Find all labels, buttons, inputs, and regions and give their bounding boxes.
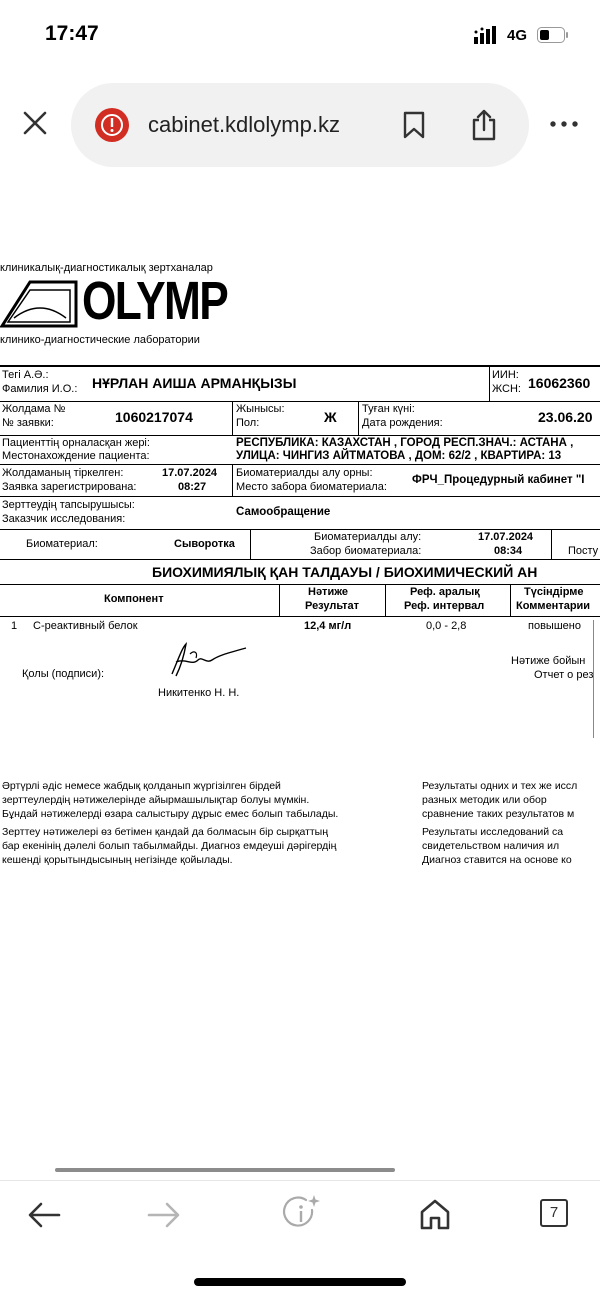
note-ru-line: свидетельством наличия ил [422, 840, 560, 852]
location-line1: РЕСПУБЛИКА: КАЗАХСТАН , ГОРОД РЕСП.ЗНАЧ.: АСТАНА , [236, 437, 574, 449]
note-ru-line: сравнение таких результатов м [422, 808, 575, 820]
row-comment: повышено [528, 620, 581, 632]
collection-label-kz: Биоматериалды алу: [314, 531, 422, 543]
home-icon[interactable] [418, 1197, 452, 1231]
name-label-ru: Фамилия И.О.: [2, 383, 78, 395]
note-kz-line: Бұндай нәтижелерді өзара салыстыру дұрыс емес болып табылады. [2, 808, 339, 820]
column-header-comment-kz: Түсіндірме [524, 586, 584, 598]
note-ru-line: Результаты одних и тех же иссл [422, 780, 578, 792]
collection-label-ru: Забор биоматериала: [310, 545, 422, 557]
status-time: 17:47 [45, 22, 99, 45]
url-text[interactable]: cabinet.kdlolymp.kz [148, 112, 340, 137]
registered-time: 08:27 [178, 481, 207, 493]
row-number: 1 [11, 620, 18, 632]
note-kz-line: зерттеулердің нәтижелерінде айырмашылықтар болуы мүмкін. [2, 794, 310, 806]
bookmark-icon[interactable] [400, 110, 428, 140]
info-sparkle-icon[interactable] [282, 1194, 322, 1234]
place-label-ru: Место забора биоматериала: [236, 481, 387, 493]
post-label: Посту [568, 545, 599, 557]
registered-label-ru: Заявка зарегистрирована: [2, 481, 137, 493]
result-report-ru: Отчет о рез [534, 669, 594, 681]
customer-value: Самообращение [236, 506, 331, 518]
more-icon[interactable] [549, 117, 579, 131]
patient-name: НҰРЛАН АИША АРМАНҚЫЗЫ [92, 375, 297, 391]
note-ru-line: Результаты исследований са [422, 826, 564, 838]
note-ru-line: Диагноз ставится на основе ко [422, 854, 572, 866]
dob-label-ru: Дата рождения: [362, 417, 443, 429]
column-header-component: Компонент [104, 593, 164, 605]
logo-bottom-text: клинико-диагностические лаборатории [0, 334, 200, 346]
signature-icon [162, 640, 248, 680]
horizontal-scrollbar[interactable] [55, 1168, 395, 1172]
dob-value: 23.06.20 [538, 409, 593, 425]
row-ref-interval: 0,0 - 2,8 [426, 620, 467, 632]
doctor-name: Никитенко Н. Н. [158, 687, 240, 699]
signal-icon [474, 26, 500, 44]
note-kz-line: бар екенінің дәлелі болып табылмайды. Диагноз емдеушi дәрiгердiң [2, 840, 337, 852]
back-icon[interactable] [26, 1200, 62, 1230]
iin-label-kz: ИИН: [492, 369, 519, 381]
home-indicator[interactable] [194, 1278, 406, 1286]
sex-label-kz: Жынысы: [236, 403, 285, 415]
dob-label-kz: Туған күні: [362, 403, 415, 415]
alert-icon[interactable] [94, 107, 130, 143]
note-ru-line: разных методик или обор [422, 794, 547, 806]
logo-mark-icon [0, 276, 80, 334]
logo-top-text: клиникалық-диагностикалық зертханалар [0, 262, 213, 274]
collection-date: 17.07.2024 [478, 531, 534, 543]
biomaterial-value: Сыворотка [174, 538, 235, 550]
column-header-comment-ru: Комментарии [516, 600, 591, 612]
order-label-ru: № заявки: [2, 417, 54, 429]
iin-value: 16062360 [528, 375, 591, 391]
order-label-kz: Жолдама № [2, 403, 66, 415]
signature-label: Қолы (подписи): [22, 668, 105, 680]
sex-label-ru: Пол: [236, 417, 260, 429]
location-line2: УЛИЦА: ЧИНГИЗ АЙТМАТОВА , ДОМ: 62/2 , КВАРТИРА: 13 [236, 450, 562, 462]
section-title: БИОХИМИЯЛЫҚ ҚАН ТАЛДАУЫ / БИОХИМИЧЕСКИЙ АН [152, 564, 538, 580]
column-header-ref-kz: Реф. аралық [410, 586, 480, 598]
row-component: С-реактивный белок [33, 620, 138, 632]
column-header-ref-ru: Реф. интервал [404, 600, 485, 612]
result-report-kz: Нәтиже бойын [511, 655, 586, 667]
forward-icon[interactable] [146, 1200, 182, 1230]
column-header-result-kz: Нәтиже [308, 586, 348, 598]
customer-label-ru: Заказчик исследования: [2, 513, 126, 525]
battery-icon [537, 27, 569, 43]
tabs-icon[interactable]: 7 [540, 1199, 568, 1227]
share-icon[interactable] [469, 108, 499, 142]
biomaterial-label: Биоматериал: [26, 538, 98, 550]
note-kz-line: Зерттеу нәтижелері өз бетімен қандай да болмасын бір сырқаттың [2, 826, 329, 838]
order-number: 1060217074 [115, 409, 193, 425]
customer-label-kz: Зерттеудің тапсырушысы: [2, 499, 135, 511]
close-icon[interactable] [22, 110, 48, 136]
name-label-kz: Тегі А.Ә.: [2, 369, 49, 381]
network-type: 4G [507, 27, 528, 44]
location-label-kz: Пациенттің орналасқан жері: [2, 437, 150, 449]
place-label-kz: Биоматериалды алу орны: [236, 467, 373, 479]
lab-report [0, 240, 600, 890]
place-value: ФРЧ_Процедурный кабинет "I [412, 474, 585, 486]
logo-name: OLYMP [82, 271, 228, 331]
note-kz-line: кешенді қорытындысының негізінде қойылады. [2, 854, 233, 866]
column-header-result-ru: Результат [305, 600, 360, 612]
registered-label-kz: Жолдаманың тіркелген: [2, 467, 124, 479]
note-kz-line: Әртүрлі әдіс немесе жабдық қолданып жүргізілген бірдей [2, 780, 281, 792]
location-label-ru: Местонахождение пациента: [2, 450, 150, 462]
collection-time: 08:34 [494, 545, 523, 557]
iin-label-ru: ЖСН: [492, 383, 521, 395]
sex-value: Ж [324, 409, 337, 425]
registered-date: 17.07.2024 [162, 467, 218, 479]
row-result: 12,4 мг/л [304, 620, 352, 632]
